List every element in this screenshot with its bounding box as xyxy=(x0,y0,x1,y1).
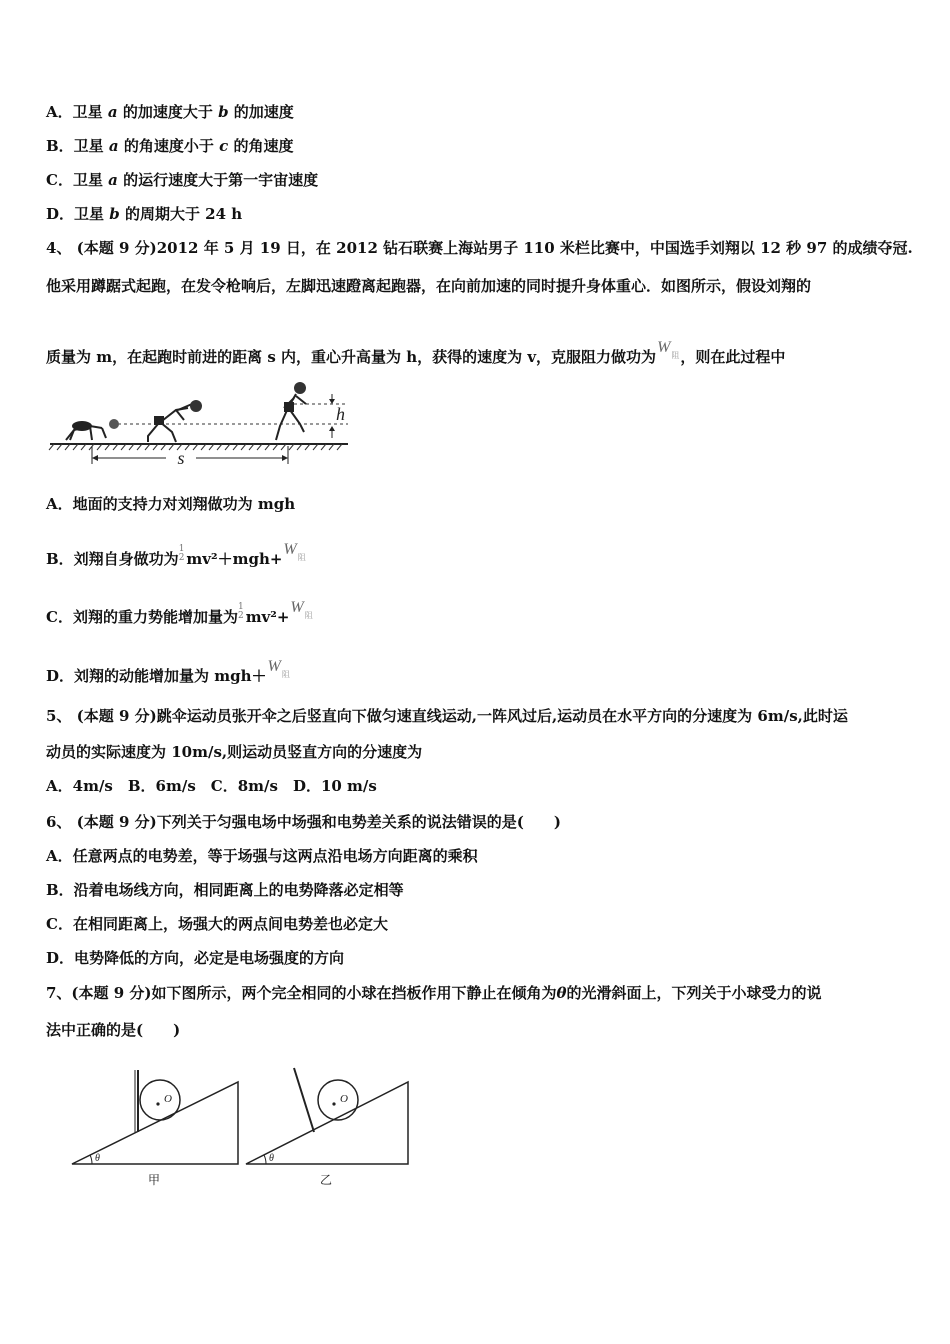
work-resistance-symbol: $W_阻$ xyxy=(283,541,306,562)
label-h: h xyxy=(336,404,345,424)
q7-stem-line1: 7、(本题 9 分)如下图所示，两个完全相同的小球在挡板作用下静止在倾角为θ的光滑斜面上，下列关于小球受力的说 xyxy=(46,984,822,1002)
q4-option-a: A．地面的支持力对刘翔做功为 mgh xyxy=(46,495,296,513)
q4-stem-line1: 4、 (本题 9 分)2012 年 5 月 19 日，在 2012 钻石联赛上海站男子 110 米栏比赛中，中国选手刘翔以 12 秒 97 的成绩夺冠. xyxy=(46,239,913,257)
q6-option-d: D．电势降低的方向，必定是电场强度的方向 xyxy=(46,949,345,967)
q6-option-c: C．在相同距离上，场强大的两点间电势差也必定大 xyxy=(46,915,388,933)
q4-option-c: C．刘翔的重力势能增加量为 1 2 $mv^2+W_阻$ xyxy=(46,599,313,626)
label-yi: 乙 xyxy=(320,1173,333,1187)
label-o-right: O xyxy=(340,1093,348,1105)
label-theta-right: θ xyxy=(269,1153,274,1164)
label-o-left: O xyxy=(164,1093,172,1105)
q3-option-a: A．卫星 a 的加速度大于 b 的加速度 xyxy=(46,103,294,121)
q7-stem-line2: 法中正确的是( ) xyxy=(46,1021,181,1039)
q3-option-c: C．卫星 a 的运行速度大于第一宇宙速度 xyxy=(46,171,319,189)
q6-option-b: B．沿着电场线方向，相同距离上的电势降落必定相等 xyxy=(46,881,404,899)
q5-stem-line1: 5、 (本题 9 分)跳伞运动员张开伞之后竖直向下做匀速直线运动,一阵风过后,运动员在水平方向的分速度为 6m/s,此时运 xyxy=(46,707,848,725)
sprinter-figure xyxy=(48,380,353,466)
q6-stem: 6、 (本题 9 分)下列关于匀强电场中场强和电势差关系的说法错误的是( ) xyxy=(46,813,561,831)
q5-stem-line2: 动员的实际速度为 10m/s,则运动员竖直方向的分速度为 xyxy=(46,743,423,761)
q4-stem-line3: 质量为 m，在起跑时前进的距离 s 内，重心升高量为 h，获得的速度为 v，克服阻力做功为$W_阻$，则在此过程中 xyxy=(46,339,786,366)
q6-option-a: A．任意两点的电势差，等于场强与这两点沿电场方向距离的乘积 xyxy=(46,847,478,865)
incline-figure xyxy=(66,1060,416,1188)
q4-stem-line2: 他采用蹲踞式起跑，在发令枪响后，左脚迅速蹬离起跑器，在向前加速的同时提升身体重心．如图所示，假设刘翔的 xyxy=(46,277,812,295)
fraction-half: 1 2 xyxy=(237,602,244,621)
label-theta-left: θ xyxy=(95,1153,100,1164)
q4-option-b: B．刘翔自身做功为 1 2 $mv^2+mgh+W_阻$ xyxy=(46,541,306,568)
fraction-half: 1 2 xyxy=(178,544,185,563)
q3-option-b: B．卫星 a 的角速度小于 c 的角速度 xyxy=(46,137,294,155)
q4-option-d: D．刘翔的动能增加量为 $mgh+W_阻$ xyxy=(46,658,290,685)
label-jia: 甲 xyxy=(148,1173,161,1187)
work-resistance-symbol: $W_阻$ xyxy=(290,599,313,620)
label-s: s xyxy=(177,448,185,466)
work-resistance-symbol: $W_阻$ xyxy=(657,339,680,360)
work-resistance-symbol: $W_阻$ xyxy=(267,658,290,679)
q3-option-d: D．卫星 b 的周期大于 24 h xyxy=(46,205,243,223)
q5-options: A．4m/s B．6m/s C．8m/s D．10 m/s xyxy=(46,777,377,795)
